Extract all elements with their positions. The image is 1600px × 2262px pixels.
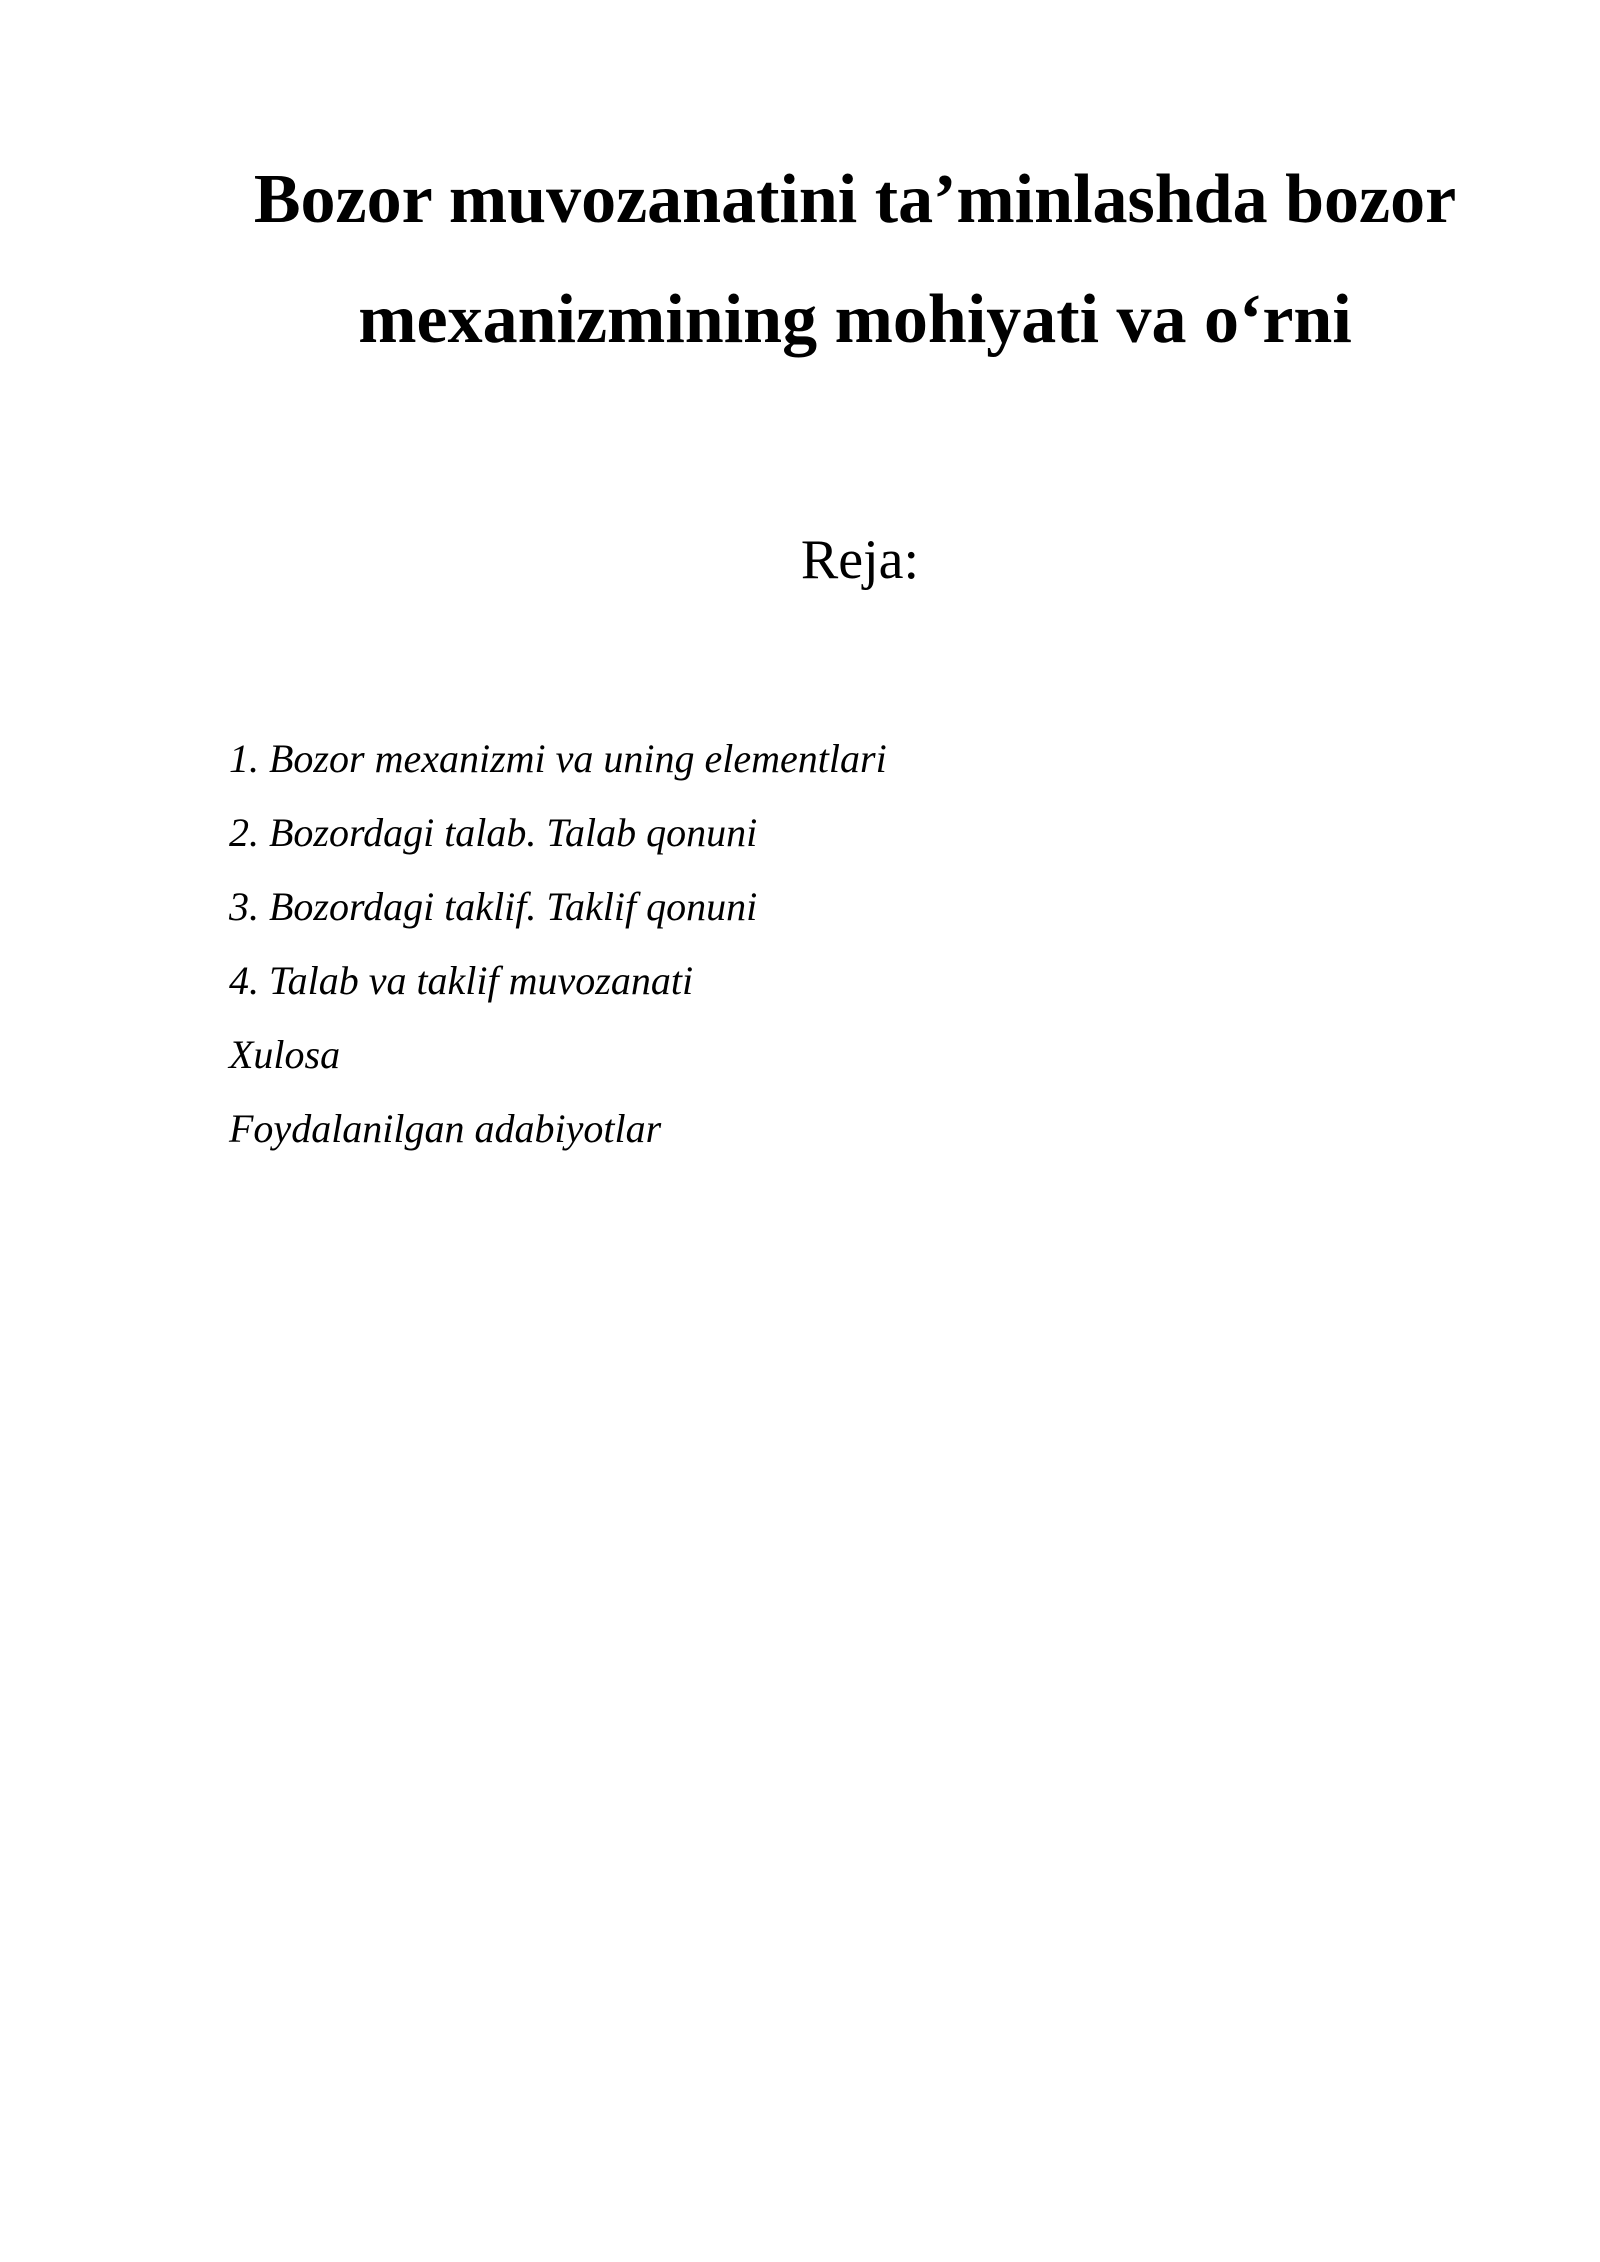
document-title bbox=[230, 140, 1480, 380]
plan-item: 1. Bozor mexanizmi va uning elementlari bbox=[229, 736, 887, 781]
plan-item: Foydalanilgan adabiyotlar bbox=[229, 1106, 662, 1151]
plan-item: 2. Bozordagi talab. Talab qonuni bbox=[229, 810, 758, 855]
plan-item: 3. Bozordagi taklif. Taklif qonuni bbox=[229, 884, 758, 929]
title-line-1: Bozor muvozanatini ta’minlashda bozor bbox=[253, 161, 1457, 238]
title-line-2: mexanizmining mohiyati va o‘rni bbox=[358, 281, 1352, 358]
plan-item: 4. Talab va taklif muvozanati bbox=[229, 958, 694, 1003]
plan-list bbox=[229, 722, 887, 1166]
plan-item: Xulosa bbox=[229, 1032, 341, 1077]
plan-heading: Reja: bbox=[800, 529, 920, 591]
